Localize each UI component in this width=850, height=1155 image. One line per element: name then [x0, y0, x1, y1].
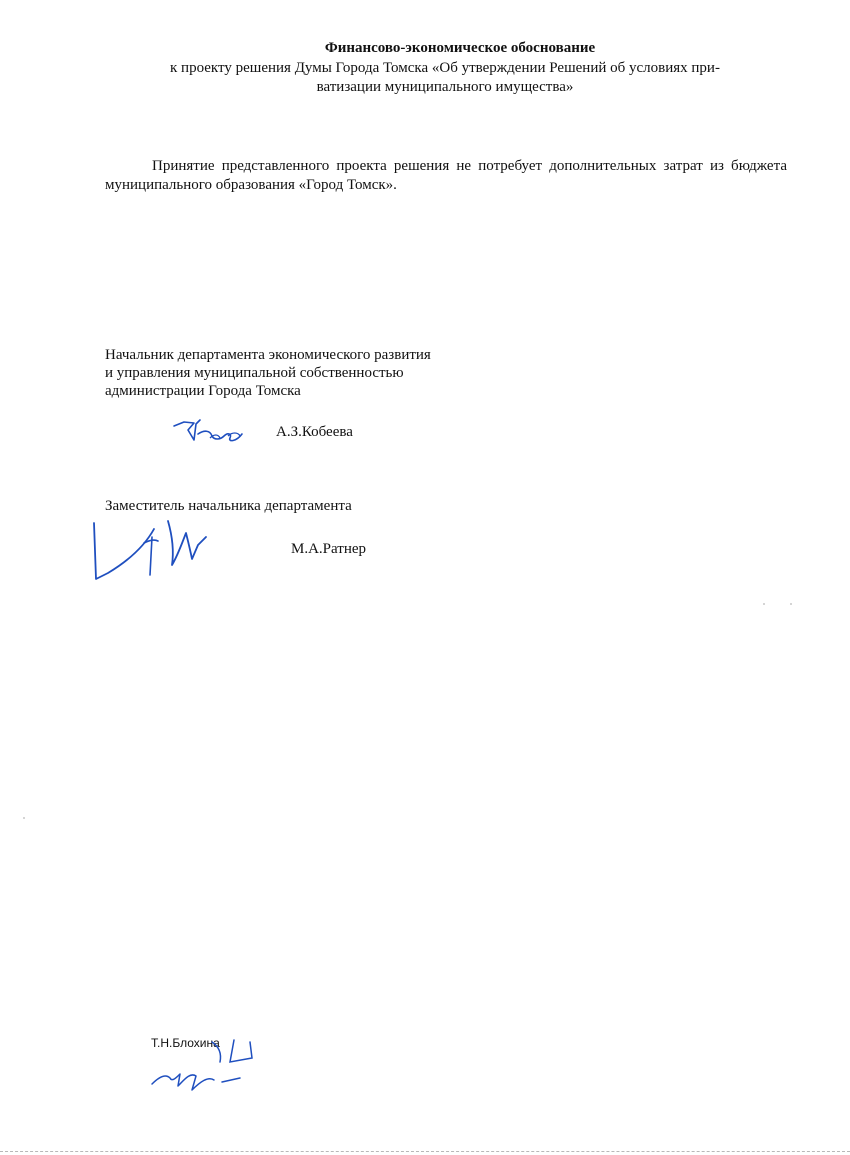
subtitle-line-1: к проекту решения Думы Города Томска «Об утверждении Решений об условиях при- [170, 60, 720, 76]
signatory-1-name: А.З.Кобеева [276, 424, 353, 440]
executor-name: Т.Н.Блохина [151, 1036, 220, 1050]
signatory-2-position-line: Заместитель начальника департамента [105, 498, 352, 514]
scan-speck [763, 603, 765, 605]
signatory-1-position [105, 346, 431, 400]
signature-1-image [170, 414, 250, 448]
signatory-1-position-line-3: администрации Города Томска [105, 383, 301, 399]
document-subtitle [105, 59, 785, 97]
signatory-1-position-line-1: Начальник департамента экономического развития [105, 347, 431, 363]
scan-speck [790, 603, 792, 605]
signature-2-image [88, 515, 218, 585]
signatory-2-name: М.А.Ратнер [291, 541, 367, 557]
document-title: Финансово-экономическое обоснование [324, 40, 596, 56]
body-paragraph: Принятие представленного проекта решения не потребует дополнительных затрат из бюджета муниципального образования «Город Томск». [105, 158, 787, 193]
subtitle-line-2: ватизации муниципального имущества» [316, 79, 574, 95]
scan-edge-line [0, 1151, 850, 1153]
signatory-2-position [105, 497, 352, 515]
scan-speck [23, 817, 25, 819]
signatory-1-position-line-2: и управления муниципальной собственностью [105, 365, 404, 381]
executor-signature-image [148, 1036, 266, 1094]
